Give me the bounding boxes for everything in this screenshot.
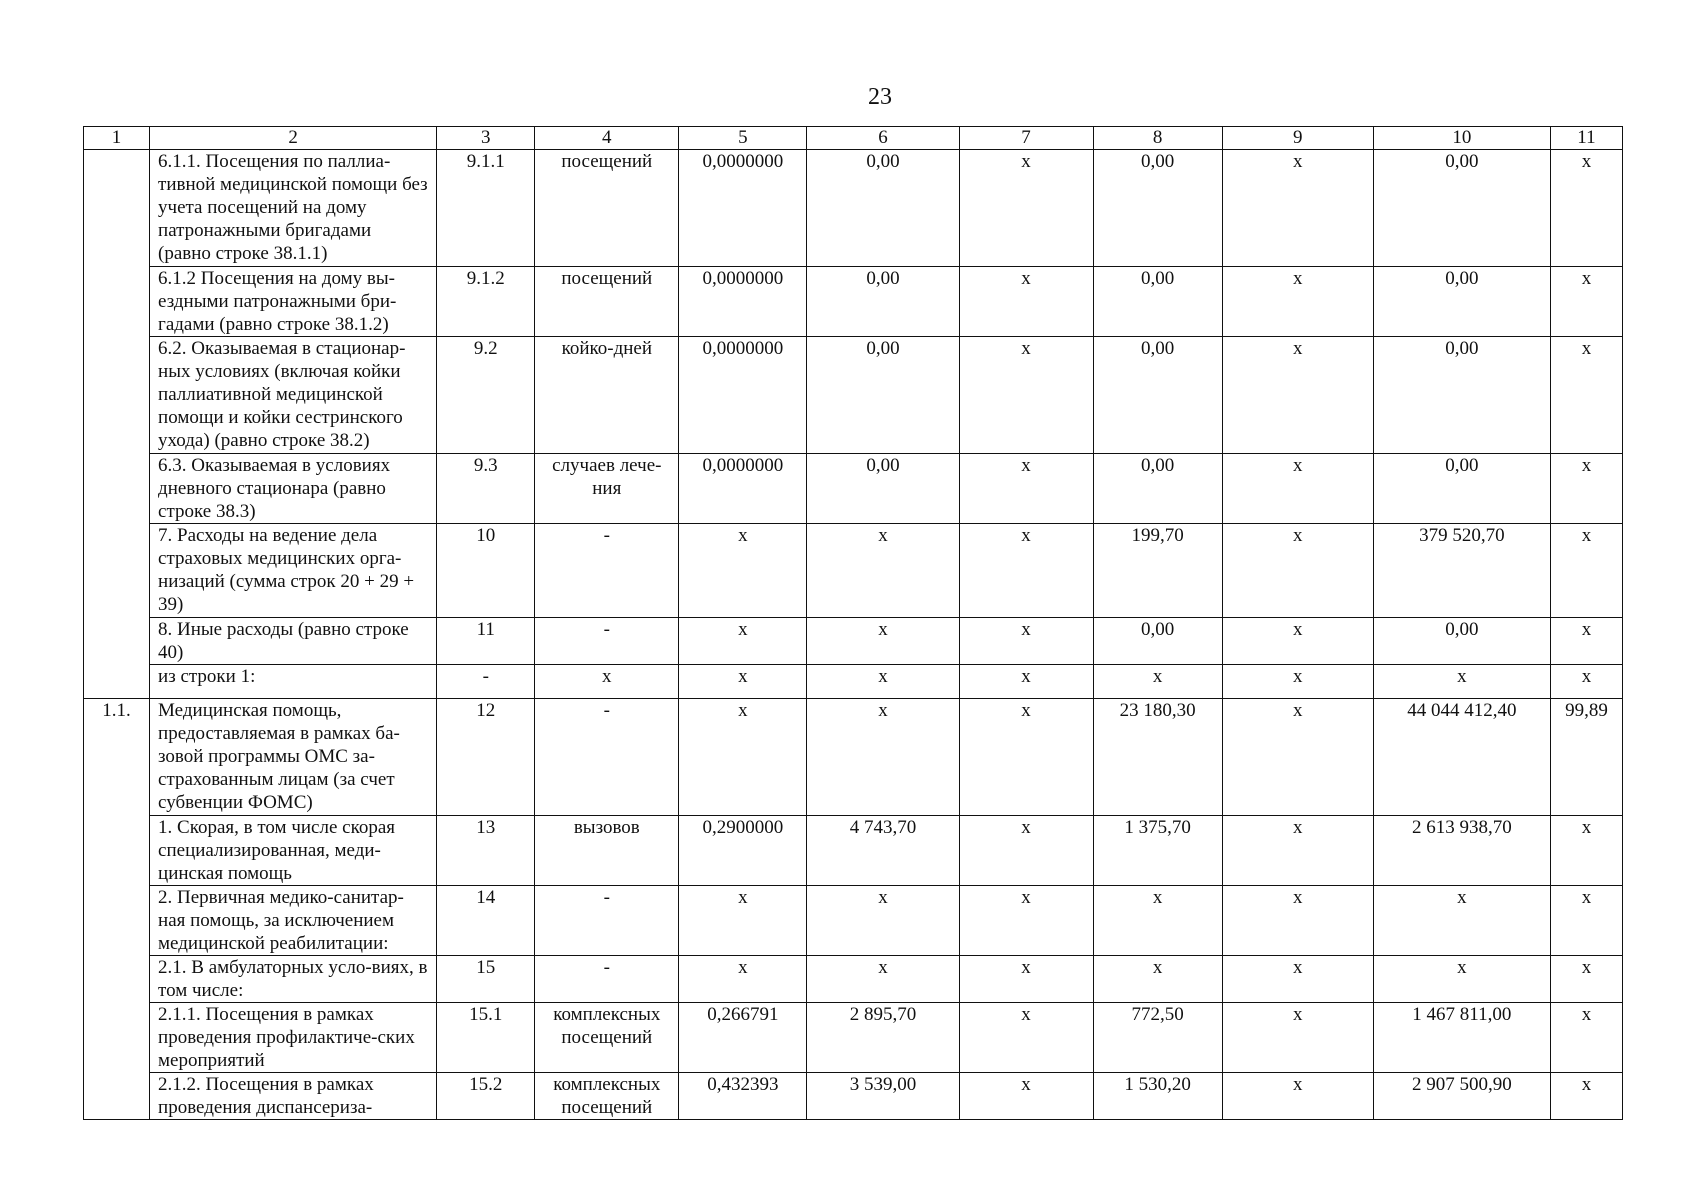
- value-cell: 0,00: [1093, 150, 1222, 267]
- value-cell: 0,00: [807, 337, 959, 454]
- value-cell: 1 530,20: [1093, 1073, 1222, 1120]
- table-row: [84, 1003, 1623, 1073]
- row-number-cell: [84, 618, 150, 665]
- indicator-name-cell: 1. Скорая, в том числе скорая специализированная, меди-цинская помощь: [150, 816, 437, 886]
- value-cell: 44 044 412,40: [1373, 699, 1550, 816]
- value-cell: 2 907 500,90: [1373, 1073, 1550, 1120]
- unit-cell: -: [535, 524, 679, 618]
- header-cell: 5: [679, 127, 807, 150]
- row-code-cell: 9.3: [437, 454, 535, 524]
- value-cell: х: [1550, 150, 1622, 267]
- value-cell: х: [1222, 886, 1373, 956]
- value-cell: х: [679, 618, 807, 665]
- value-cell: 0,00: [1373, 267, 1550, 337]
- row-code-cell: 14: [437, 886, 535, 956]
- row-code-cell: 9.1.2: [437, 267, 535, 337]
- value-cell: х: [959, 699, 1093, 816]
- value-cell: х: [1550, 886, 1622, 956]
- header-cell: 1: [84, 127, 150, 150]
- row-number-cell: [84, 665, 150, 699]
- value-cell: х: [1093, 956, 1222, 1003]
- indicator-name-cell: 2. Первичная медико-санитар-ная помощь, за исключением медицинской реабилитации:: [150, 886, 437, 956]
- value-cell: 2 613 938,70: [1373, 816, 1550, 886]
- table-row: [84, 524, 1623, 618]
- row-number-cell: [84, 267, 150, 337]
- header-cell: 7: [959, 127, 1093, 150]
- value-cell: 0,00: [1373, 150, 1550, 267]
- row-number-cell: 1.1.: [84, 699, 150, 816]
- row-number-cell: [84, 150, 150, 267]
- value-cell: х: [959, 267, 1093, 337]
- value-cell: 772,50: [1093, 1003, 1222, 1073]
- value-cell: 99,89: [1550, 699, 1622, 816]
- row-number-cell: [84, 816, 150, 886]
- header-cell: 10: [1373, 127, 1550, 150]
- value-cell: х: [1222, 816, 1373, 886]
- header-row: [84, 127, 1623, 150]
- value-cell: х: [959, 665, 1093, 699]
- header-cell: 11: [1550, 127, 1622, 150]
- table-row: [84, 1073, 1623, 1120]
- value-cell: х: [679, 956, 807, 1003]
- value-cell: 379 520,70: [1373, 524, 1550, 618]
- value-cell: 0,00: [807, 267, 959, 337]
- value-cell: х: [959, 886, 1093, 956]
- value-cell: 0,0000000: [679, 267, 807, 337]
- value-cell: х: [1222, 665, 1373, 699]
- indicator-name-cell: из строки 1:: [150, 665, 437, 699]
- table-row: [84, 665, 1623, 699]
- value-cell: х: [1550, 337, 1622, 454]
- value-cell: х: [1222, 618, 1373, 665]
- row-number-cell: [84, 886, 150, 956]
- budget-table: [83, 126, 1623, 1120]
- value-cell: 0,00: [1373, 337, 1550, 454]
- row-number-cell: [84, 524, 150, 618]
- indicator-name-cell: 6.3. Оказываемая в условиях дневного стационара (равно строке 38.3): [150, 454, 437, 524]
- unit-cell: -: [535, 886, 679, 956]
- header-cell: 4: [535, 127, 679, 150]
- value-cell: х: [807, 665, 959, 699]
- table-row: [84, 150, 1623, 267]
- value-cell: х: [679, 886, 807, 956]
- value-cell: х: [1550, 816, 1622, 886]
- unit-cell: посещений: [535, 150, 679, 267]
- value-cell: х: [959, 956, 1093, 1003]
- indicator-name-cell: 2.1. В амбулаторных усло-виях, в том числе:: [150, 956, 437, 1003]
- page-number: 23: [868, 84, 892, 110]
- unit-cell: посещений: [535, 267, 679, 337]
- value-cell: х: [959, 150, 1093, 267]
- value-cell: х: [1093, 886, 1222, 956]
- value-cell: 0,266791: [679, 1003, 807, 1073]
- row-code-cell: 11: [437, 618, 535, 665]
- row-number-cell: [84, 1003, 150, 1073]
- table-row: [84, 618, 1623, 665]
- table-row: [84, 454, 1623, 524]
- value-cell: х: [807, 618, 959, 665]
- table-row: [84, 956, 1623, 1003]
- value-cell: х: [1373, 886, 1550, 956]
- row-number-cell: [84, 337, 150, 454]
- unit-cell: койко-дней: [535, 337, 679, 454]
- value-cell: х: [807, 524, 959, 618]
- value-cell: 0,00: [807, 150, 959, 267]
- unit-cell: случаев лече-ния: [535, 454, 679, 524]
- table-row: [84, 699, 1623, 816]
- unit-cell: комплексных посещений: [535, 1003, 679, 1073]
- row-code-cell: 13: [437, 816, 535, 886]
- value-cell: х: [1222, 524, 1373, 618]
- indicator-name-cell: 6.2. Оказываемая в стационар-ных условиях (включая койки паллиативной медицинской помощи и койки сестринского ухода) (равно строке 38.2): [150, 337, 437, 454]
- indicator-name-cell: 8. Иные расходы (равно строке 40): [150, 618, 437, 665]
- unit-cell: -: [535, 699, 679, 816]
- value-cell: х: [1093, 665, 1222, 699]
- value-cell: 23 180,30: [1093, 699, 1222, 816]
- value-cell: х: [1550, 267, 1622, 337]
- value-cell: х: [959, 618, 1093, 665]
- header-cell: 2: [150, 127, 437, 150]
- value-cell: х: [959, 1003, 1093, 1073]
- header-cell: 8: [1093, 127, 1222, 150]
- value-cell: х: [1222, 337, 1373, 454]
- value-cell: х: [959, 524, 1093, 618]
- row-code-cell: -: [437, 665, 535, 699]
- indicator-name-cell: Медицинская помощь, предоставляемая в рамках ба-зовой программы ОМС за-страхованным лицам (за счет субвенции ФОМС): [150, 699, 437, 816]
- value-cell: х: [1373, 665, 1550, 699]
- value-cell: 0,432393: [679, 1073, 807, 1120]
- value-cell: 0,00: [1093, 337, 1222, 454]
- indicator-name-cell: 2.1.1. Посещения в рамках проведения профилактиче-ских мероприятий: [150, 1003, 437, 1073]
- value-cell: 2 895,70: [807, 1003, 959, 1073]
- value-cell: х: [1222, 956, 1373, 1003]
- value-cell: 4 743,70: [807, 816, 959, 886]
- header-cell: 6: [807, 127, 959, 150]
- value-cell: х: [1222, 454, 1373, 524]
- value-cell: х: [1373, 956, 1550, 1003]
- value-cell: х: [1550, 618, 1622, 665]
- value-cell: х: [1550, 1003, 1622, 1073]
- indicator-name-cell: 6.1.1. Посещения по паллиа-тивной медицинской помощи без учета посещений на дому патронажными бригадами (равно строке 38.1.1): [150, 150, 437, 267]
- row-code-cell: 15.1: [437, 1003, 535, 1073]
- unit-cell: вызовов: [535, 816, 679, 886]
- row-code-cell: 9.1.1: [437, 150, 535, 267]
- value-cell: х: [1550, 454, 1622, 524]
- value-cell: 0,0000000: [679, 150, 807, 267]
- value-cell: х: [1550, 1073, 1622, 1120]
- value-cell: 3 539,00: [807, 1073, 959, 1120]
- row-code-cell: 15.2: [437, 1073, 535, 1120]
- value-cell: 0,00: [1093, 454, 1222, 524]
- value-cell: 1 375,70: [1093, 816, 1222, 886]
- table-row: [84, 886, 1623, 956]
- header-cell: 9: [1222, 127, 1373, 150]
- value-cell: х: [679, 665, 807, 699]
- row-number-cell: [84, 454, 150, 524]
- value-cell: х: [807, 699, 959, 816]
- row-code-cell: 10: [437, 524, 535, 618]
- table-row: [84, 337, 1623, 454]
- value-cell: х: [807, 956, 959, 1003]
- unit-cell: -: [535, 618, 679, 665]
- value-cell: х: [1222, 699, 1373, 816]
- row-code-cell: 15: [437, 956, 535, 1003]
- indicator-name-cell: 7. Расходы на ведение дела страховых медицинских орга-низаций (сумма строк 20 + 29 + 39): [150, 524, 437, 618]
- value-cell: х: [1222, 150, 1373, 267]
- value-cell: х: [959, 1073, 1093, 1120]
- value-cell: х: [959, 337, 1093, 454]
- value-cell: х: [1550, 665, 1622, 699]
- table-row: [84, 267, 1623, 337]
- value-cell: 0,00: [1373, 454, 1550, 524]
- value-cell: х: [1222, 267, 1373, 337]
- row-code-cell: 9.2: [437, 337, 535, 454]
- value-cell: 0,00: [807, 454, 959, 524]
- value-cell: х: [679, 524, 807, 618]
- value-cell: 0,0000000: [679, 337, 807, 454]
- value-cell: 199,70: [1093, 524, 1222, 618]
- value-cell: х: [1222, 1073, 1373, 1120]
- value-cell: 0,00: [1093, 618, 1222, 665]
- value-cell: х: [1550, 956, 1622, 1003]
- header-cell: 3: [437, 127, 535, 150]
- value-cell: х: [1550, 524, 1622, 618]
- value-cell: х: [959, 454, 1093, 524]
- value-cell: х: [679, 699, 807, 816]
- value-cell: 1 467 811,00: [1373, 1003, 1550, 1073]
- unit-cell: х: [535, 665, 679, 699]
- row-code-cell: 12: [437, 699, 535, 816]
- indicator-name-cell: 6.1.2 Посещения на дому вы-ездными патронажными бри-гадами (равно строке 38.1.2): [150, 267, 437, 337]
- value-cell: х: [807, 886, 959, 956]
- value-cell: х: [1222, 1003, 1373, 1073]
- row-number-cell: [84, 956, 150, 1003]
- unit-cell: -: [535, 956, 679, 1003]
- value-cell: 0,00: [1373, 618, 1550, 665]
- table-row: [84, 816, 1623, 886]
- indicator-name-cell: 2.1.2. Посещения в рамках проведения диспансериза-: [150, 1073, 437, 1120]
- value-cell: 0,0000000: [679, 454, 807, 524]
- value-cell: 0,00: [1093, 267, 1222, 337]
- row-number-cell: [84, 1073, 150, 1120]
- value-cell: 0,2900000: [679, 816, 807, 886]
- value-cell: х: [959, 816, 1093, 886]
- unit-cell: комплексных посещений: [535, 1073, 679, 1120]
